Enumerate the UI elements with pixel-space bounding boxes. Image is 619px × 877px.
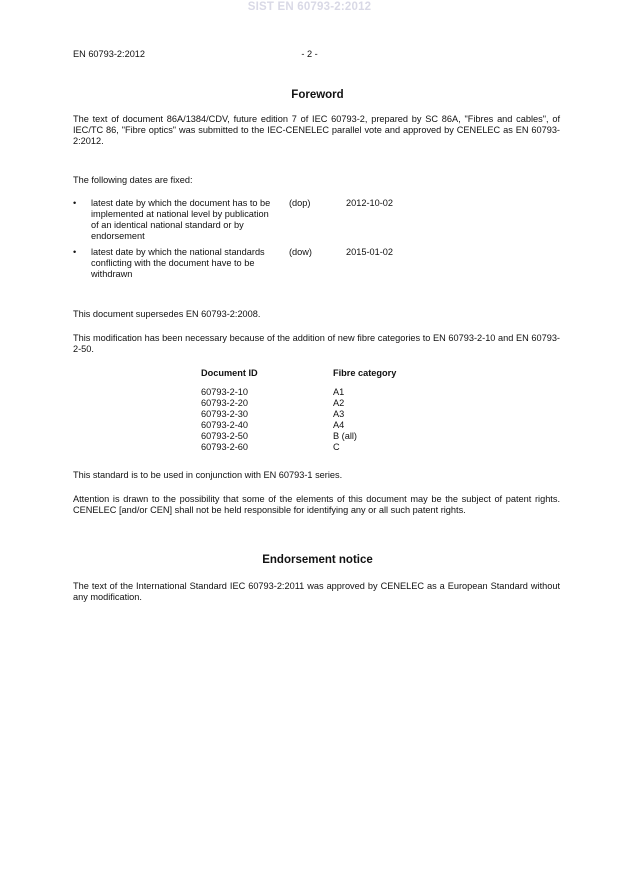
fibre-category-cell: A2	[333, 398, 345, 408]
foreword-intro: The text of document 86A/1384/CDV, future edition 7 of IEC 60793-2, prepared by SC 86A, "Fibres and cables", of IEC/TC 86, "Fibre optics" was submitted to the IEC-CENELEC parallel vote and approved by CENELEC as EN 60793-2:2012.	[73, 114, 560, 146]
patent-notice: Attention is drawn to the possibility that some of the elements of this document may be the subject of patent rights. CENELEC [and/or CEN] shall not be held responsible for identifying any or all such patent rights.	[73, 494, 560, 515]
date-description: latest date by which the document has to be implemented at national level by publication of an identical national standard or by endorsement	[91, 198, 271, 241]
column-header-fibre-category: Fibre category	[333, 368, 397, 378]
foreword-title: Foreword	[291, 89, 344, 101]
list-item	[73, 198, 560, 247]
fibre-category-cell: A3	[333, 409, 345, 419]
document-id-cell: 60793-2-20	[201, 398, 248, 408]
document-reference: EN 60793-2:2012	[73, 49, 146, 59]
watermark: SIST EN 60793-2:2012	[247, 1, 372, 13]
page-number: - 2 -	[301, 49, 318, 59]
document-id-cell: 60793-2-40	[201, 420, 248, 430]
dates-intro: The following dates are fixed:	[73, 175, 193, 185]
date-value: 2015-01-02	[346, 247, 393, 257]
date-value: 2012-10-02	[346, 198, 393, 208]
conjunction-note: This standard is to be used in conjunction with EN 60793-1 series.	[73, 470, 343, 480]
endorsement-title: Endorsement notice	[262, 554, 373, 566]
date-description: latest date by which the national standards conflicting with the document have to be withdrawn	[91, 247, 265, 279]
list-item	[73, 247, 560, 287]
document-id-cell: 60793-2-50	[201, 431, 248, 441]
bullet: •	[73, 198, 77, 208]
date-abbreviation: (dow)	[289, 247, 312, 257]
bullet: •	[73, 247, 77, 257]
document-id-cell: 60793-2-30	[201, 409, 248, 419]
column-header-document-id: Document ID	[201, 368, 258, 378]
document-id-cell: 60793-2-60	[201, 442, 248, 452]
document-id-cell: 60793-2-10	[201, 387, 248, 397]
supersedes-note: This document supersedes EN 60793-2:2008.	[73, 309, 261, 319]
date-abbreviation: (dop)	[289, 198, 311, 208]
fibre-category-cell: C	[333, 442, 340, 452]
fibre-category-cell: B (all)	[333, 431, 357, 441]
fibre-category-cell: A1	[333, 387, 345, 397]
fibre-category-cell: A4	[333, 420, 345, 430]
endorsement-text: The text of the International Standard IEC 60793-2:2011 was approved by CENELEC as a European Standard without any modification.	[73, 581, 560, 602]
modification-note: This modification has been necessary because of the addition of new fibre categories to EN 60793-2-10 and EN 60793-2-50.	[73, 333, 560, 354]
dates-list	[73, 198, 560, 287]
